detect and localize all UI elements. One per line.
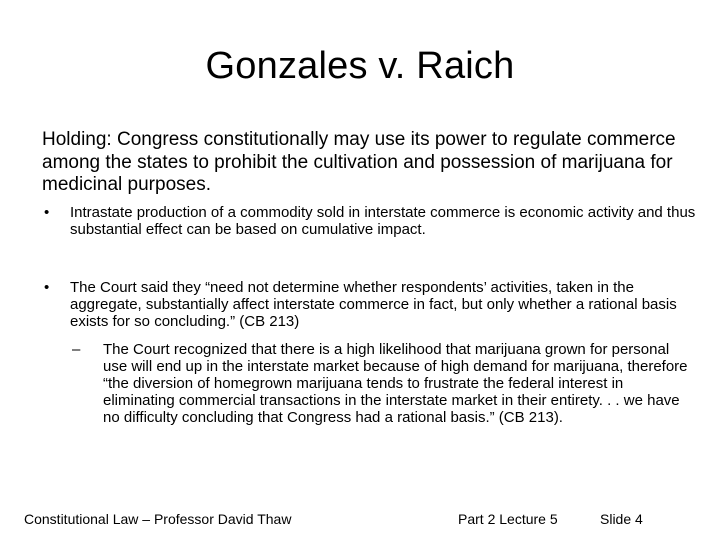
bullet-text: The Court said they “need not determine whether respondents’ activities, taken in the aggregate, substantially affect interstate commerce in fact, but only whether a rational basis exists for so concluding.” (CB 213) [70, 279, 677, 330]
bullet-text: Intrastate production of a commodity sold in interstate commerce is economic activity and thus substantial effect can be based on cumulative impact. [70, 204, 696, 238]
holding-text: Holding: Congress constitutionally may use its power to regulate commerce among the states to prohibit the cultivation and possession of marijuana for medicinal purposes. [42, 129, 676, 195]
footer-slide-number: Slide 4 [600, 511, 643, 527]
bullet-marker: • [44, 279, 50, 296]
footer-lecture: Part 2 Lecture 5 [458, 511, 558, 527]
sub-bullet-marker: – [72, 341, 81, 358]
slide-title: Gonzales v. Raich [205, 45, 515, 87]
bullet-marker: • [44, 204, 50, 221]
sub-bullet-text: The Court recognized that there is a high likelihood that marijuana grown for personal use will end up in the interstate market because of high demand for marijuana, therefore “the diversion of homegrown marijuana tends to frustrate the federal interest in eliminating commercial transactions in the interstate market in their entirety. . . we have no difficulty concluding that Congress had a rational basis.” (CB 213). [103, 341, 688, 426]
footer-course: Constitutional Law – Professor David Thaw [24, 511, 292, 527]
